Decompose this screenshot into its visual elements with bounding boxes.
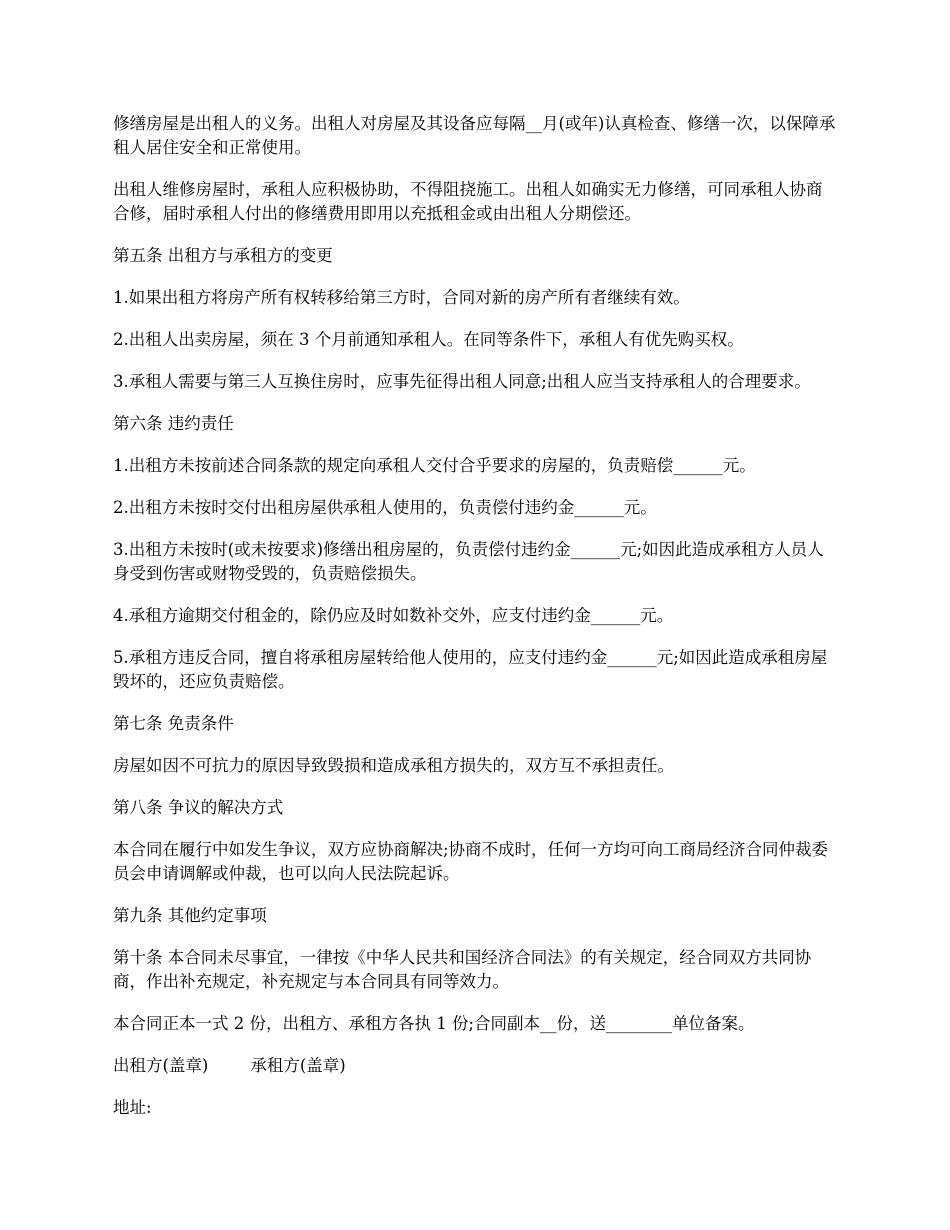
- article-8-body: 本合同在履行中如发生争议，双方应协商解决;协商不成时，任何一方均可向工商局经济合同仲裁委员会申请调解或仲裁，也可以向人民法院起诉。: [113, 840, 829, 883]
- paragraph-repair-duty: 修缮房屋是出租人的义务。出租人对房屋及其设备应每隔__月(或年)认真检查、修缮一次，以保障承租人居住安全和正常使用。: [113, 114, 836, 157]
- article-5-heading: 第五条 出租方与承租方的变更: [113, 246, 333, 265]
- article-6-item-5: 5.承租方违反合同，擅自将承租房屋转给他人使用的，应支付违约金______元;如因此造成承租房屋毁坏的，还应负责赔偿。: [113, 648, 828, 691]
- article-6-item-2: 2.出租方未按时交付出租房屋供承租人使用的，负责偿付违约金______元。: [113, 498, 657, 517]
- article-9-heading: 第九条 其他约定事项: [113, 906, 267, 925]
- paragraph-repair-cooperation: 出租人维修房屋时，承租人应积极协助，不得阻挠施工。出租人如确实无力修缮，可同承租人协商合修，届时承租人付出的修缮费用即用以充抵租金或由出租人分期偿还。: [113, 180, 823, 223]
- article-5-item-1: 1.如果出租方将房产所有权转移给第三方时，合同对新的房产所有者继续有效。: [113, 288, 690, 307]
- article-8-heading: 第八条 争议的解决方式: [113, 798, 284, 817]
- article-6-item-4: 4.承租方逾期交付租金的，除仍应及时如数补交外，应支付违约金______元。: [113, 606, 674, 625]
- signature-line: 出租方(盖章) 承租方(盖章): [113, 1056, 346, 1075]
- document-page: [113, 112, 838, 1138]
- article-6-item-1: 1.出租方未按前述合同条款的规定向承租人交付合乎要求的房屋的，负责赔偿______元。: [113, 456, 756, 475]
- article-6-item-3: 3.出租方未按时(或未按要求)修缮出租房屋的，负责偿付违约金______元;如因此造成承租方人员人身受到伤害或财物受毁的，负责赔偿损失。: [113, 540, 824, 583]
- article-7-body: 房屋如因不可抗力的原因导致毁损和造成承租方损失的，双方互不承担责任。: [113, 756, 674, 775]
- copies-clause: 本合同正本一式 2 份，出租方、承租方各执 1 份;合同副本__份，送________单位备案。: [113, 1014, 755, 1033]
- article-5-item-3: 3.承租人需要与第三人互换住房时，应事先征得出租人同意;出租人应当支持承租人的合理要求。: [113, 372, 811, 391]
- article-6-heading: 第六条 违约责任: [113, 414, 234, 433]
- article-10-body: 第十条 本合同未尽事宜，一律按《中华人民共和国经济合同法》的有关规定，经合同双方共同协商，作出补充规定，补充规定与本合同具有同等效力。: [113, 948, 812, 991]
- address-line: 地址:: [113, 1098, 152, 1117]
- article-5-item-2: 2.出租人出卖房屋，须在 3 个月前通知承租人。在同等条件下，承租人有优先购买权。: [113, 330, 744, 349]
- article-7-heading: 第七条 免责条件: [113, 714, 234, 733]
